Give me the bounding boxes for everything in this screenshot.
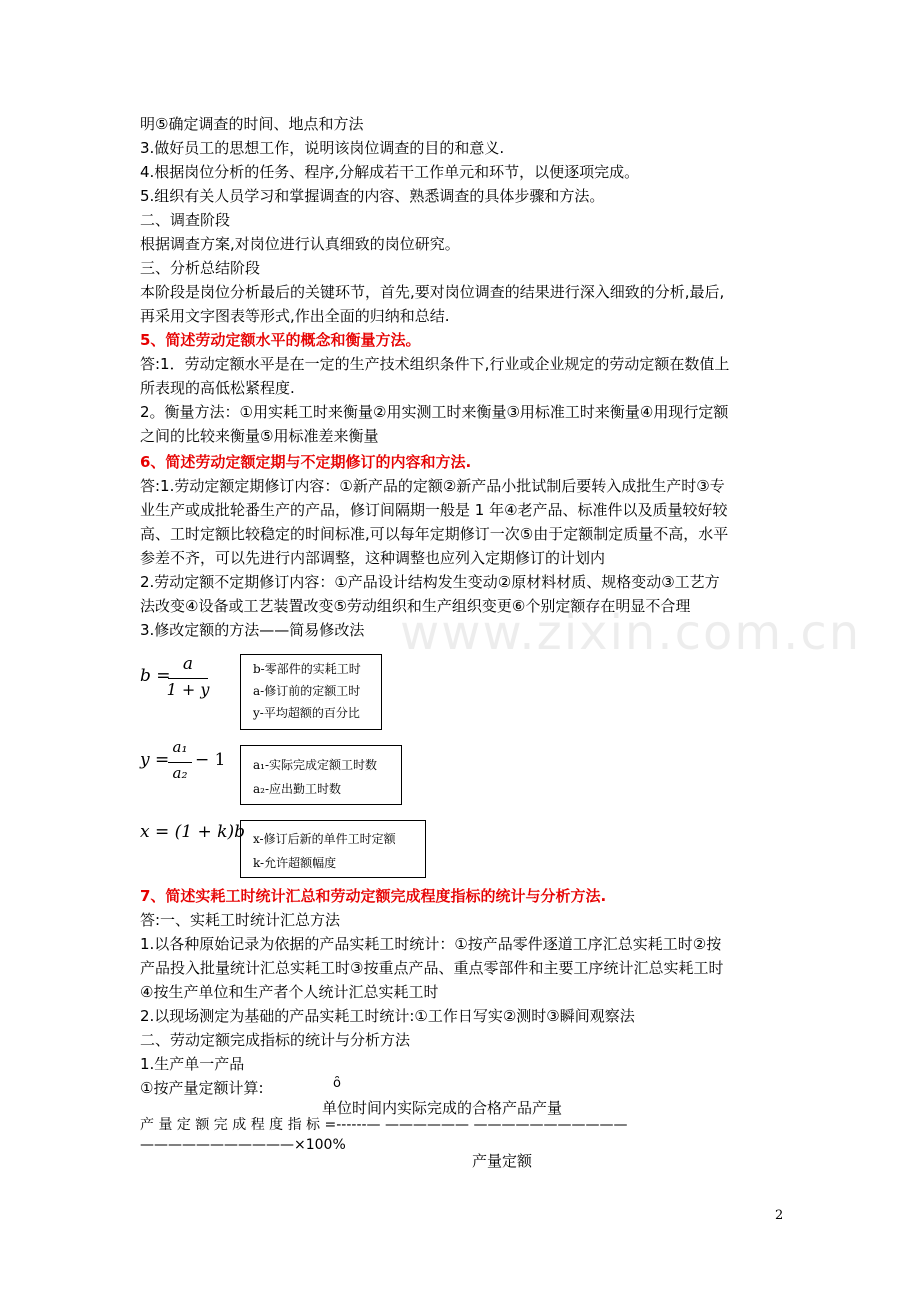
formula-2-lhs: y =: [140, 750, 170, 770]
text-line: 4.根据岗位分析的任务、程序,分解成若干工作单元和环节，以便逐项完成。: [140, 163, 640, 181]
text-line: 3.修改定额的方法——简易修改法: [140, 621, 365, 639]
question-7-title: 7、简述实耗工时统计汇总和劳动定额完成程度指标的统计与分析方法.: [140, 887, 607, 905]
text-line: 答:1.劳动定额定期修订内容：①新产品的定额②新产品小批试制后要转入成批生产时③专: [140, 477, 725, 495]
fraction-bar: [168, 762, 192, 763]
text-line: 参差不齐，可以先进行内部调整，这种调整也应列入定期修订的计划内: [140, 549, 606, 567]
text-line: 之间的比较来衡量⑤用标准差来衡量: [140, 427, 379, 445]
text-line: 1.以各种原始记录为依据的产品实耗工时统计：①按产品零件逐道工序汇总实耗工时②按: [140, 935, 722, 953]
text-line: 明⑤确定调查的时间、地点和方法: [140, 115, 364, 133]
legend-item: y-平均超额的百分比: [253, 706, 360, 720]
text-line: 3.做好员工的思想工作，说明该岗位调查的目的和意义.: [140, 139, 505, 157]
text-line: 再采用文字图表等形式,作出全面的归纳和总结.: [140, 307, 450, 325]
formula-3: x = (1 + k)b: [140, 822, 245, 842]
formula-2-numerator: a₁: [172, 738, 188, 756]
text-line: 法改变④设备或工艺装置改变⑤劳动组织和生产组织变更⑥个别定额存在明显不合理: [140, 597, 691, 615]
text-line: 答:1．劳动定额水平是在一定的生产技术组织条件下,行业或企业规定的劳动定额在数值上: [140, 355, 730, 373]
formula-1-numerator: a: [182, 654, 194, 674]
text-line: 答:一、实耗工时统计汇总方法: [140, 911, 341, 929]
text-line: ④按生产单位和生产者个人统计汇总实耗工时: [140, 983, 439, 1001]
text-line: 2.劳动定额不定期修订内容：①产品设计结构发生变动②原材料材质、规格变动③工艺方: [140, 573, 720, 591]
formula-1-denominator: 1 + y: [166, 680, 210, 699]
legend-item: a₂-应出勤工时数: [253, 782, 342, 796]
formula-numerator: 单位时间内实际完成的合格产品产量: [322, 1099, 563, 1117]
formula-2-tail: − 1: [195, 750, 226, 770]
text-line: 产品投入批量统计汇总实耗工时③按重点产品、重点零部件和主要工序统计汇总实耗工时: [140, 959, 724, 977]
text-line: 2。衡量方法：①用实耗工时来衡量②用实测工时来衡量③用标准工时来衡量④用现行定额: [140, 403, 729, 421]
text-line: 本阶段是岗位分析最后的关键环节，首先,要对岗位调查的结果进行深入细致的分析,最后,: [140, 283, 725, 301]
text-line: 2.以现场测定为基础的产品实耗工时统计:①工作日写实②测时③瞬间观察法: [140, 1007, 635, 1025]
question-6-title: 6、简述劳动定额定期与不定期修订的内容和方法.: [140, 453, 472, 471]
section-heading: 三、分析总结阶段: [140, 259, 261, 277]
text-line: 根据调查方案,对岗位进行认真细致的岗位研究。: [140, 235, 460, 253]
text-line: 1.生产单一产品: [140, 1055, 245, 1073]
formula-3-legend: [240, 820, 426, 878]
legend-item: b-零部件的实耗工时: [253, 662, 361, 676]
legend-item: a₁-实际完成定额工时数: [253, 758, 378, 772]
formula-2-legend: [240, 745, 402, 805]
fraction-bar: [168, 678, 208, 679]
formula-1-lhs: b =: [140, 666, 171, 686]
text-line: 5.组织有关人员学习和掌握调查的内容、熟悉调查的具体步骤和方法。: [140, 187, 605, 205]
stray-mark: ȏ: [333, 1076, 341, 1091]
legend-item: a-修订前的定额工时: [253, 684, 361, 698]
watermark: www.zixin.com.cn: [400, 605, 862, 661]
text-line: ①按产量定额计算:: [140, 1079, 264, 1097]
text-line: 高、工时定额比较稳定的时间标准,可以每年定期修订一次⑤由于定额制定质量不高，水平: [140, 525, 729, 543]
formula-2-denominator: a₂: [172, 764, 188, 782]
question-5-title: 5、简述劳动定额水平的概念和衡量方法。: [140, 331, 421, 349]
formula-lhs: 产 量 定 额 完 成 程 度 指 标 =------— —————— ———————————: [140, 1117, 628, 1133]
formula-continuation: ———————————×100%: [140, 1137, 346, 1153]
text-line: 业生产或成批轮番生产的产品，修订间隔期一般是 1 年④老产品、标准件以及质量较好较: [140, 501, 728, 519]
text-line: 所表现的高低松紧程度.: [140, 379, 295, 397]
legend-item: x-修订后新的单件工时定额: [253, 832, 396, 846]
legend-item: k-允许超额幅度: [253, 856, 337, 870]
formula-1-legend: [240, 654, 382, 730]
section-heading: 二、劳动定额完成指标的统计与分析方法: [140, 1031, 411, 1049]
section-heading: 二、调查阶段: [140, 211, 231, 229]
formula-denominator: 产量定额: [472, 1152, 533, 1170]
page-number: 2: [775, 1208, 784, 1223]
